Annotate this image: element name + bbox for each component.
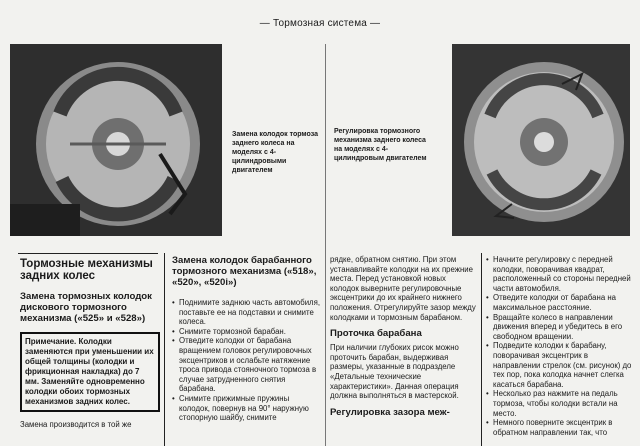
column-2 [172, 255, 320, 423]
install-text: рядке, обратном снятию. При этом устанавливайте колодки на их прежние места. Перед установкой новых колодок выверните регулировочные эксцентрики до их крайнего нижнего положения. Отрегулируйте зазор между колодками и тормозным барабаном. [330, 255, 476, 322]
column-divider-1 [164, 253, 165, 446]
right-brake-photo [452, 44, 630, 236]
list-item: • Отведите колодки от барабана на максимальное расстояние. [486, 293, 632, 312]
list-item: • Снимите прижимные пружины колодок, повернув на 90° наружную стопорную шайбу, снимите [172, 394, 320, 423]
drum-turning-text: При наличии глубоких рисок можно проточить барабан, выдерживая размеры, указанные в подразделе «Детальные технические характеристики». Данная операция должна выполняться в мастерской. [330, 343, 459, 401]
list-item: • Снимите тормозной барабан. [172, 327, 320, 337]
left-brake-photo [10, 44, 222, 236]
clearance-adjust-title: Регулировка зазора меж- [330, 406, 450, 418]
list-item: • Отведите колодки от барабана вращением головок регулировочных эксцентриков и ослабьте натяжение троса привода стояночного тормоза в случае затрудненного снятия барабана. [172, 336, 320, 394]
list-item: • Поднимите заднюю часть автомобиля, поставьте ее на подставки и снимите колеса. [172, 298, 320, 327]
drum-brake-left-image [10, 44, 222, 236]
column-3 [330, 255, 476, 418]
column-1 [20, 258, 160, 430]
drum-shoes-title: Замена колодок барабанного тормозного механизма («518», «520», «520i») [172, 255, 317, 288]
list-item: • Несколько раз нажмите на педаль тормоза, чтобы колодки встали на место. [486, 389, 632, 418]
drum-brake-right-image [452, 44, 630, 236]
rear-brakes-title: Тормозные механизмы задних колес [20, 258, 153, 282]
right-photo-caption: Регулировка тормозного механизма заднего колеса на моделях с 4-цилиндровым двигателем [334, 128, 427, 162]
drum-turning-title: Проточка барабана [330, 328, 422, 340]
column-divider-3 [481, 253, 482, 446]
column-divider-center [325, 44, 326, 446]
list-item: • Подведите колодки к барабану, поворачивая эксцентрик в направлении стрелок (см. рисунок) до тех пор, пока колодка начнет слегка касаться барабана. [486, 341, 632, 389]
disc-pads-subtitle: Замена тормозных колодок дискового тормозного механизма («525» и «528») [20, 291, 152, 324]
drum-shoes-steps [172, 298, 320, 423]
list-item: • Начните регулировку с передней колодки, поворачивая квадрат, расположенный со стороны передней части автомобиля. [486, 255, 632, 293]
list-item: • Немного поверните эксцентрик в обратном направлении так, что [486, 418, 632, 437]
section-header: — Тормозная система — [259, 18, 381, 29]
col1-top-rule [18, 253, 158, 254]
pad-wear-note: Примечание. Колодки заменяются при уменьшении их общей толщины (колодки и фрикционная накладка) до 7 мм. Заменяйте одновременно колодки обоих тормозных механизмов задних колес. [20, 332, 160, 412]
left-photo-caption: Замена колодок тормоза заднего колеса на моделях с 4-цилиндровыми двигателем [232, 131, 318, 174]
list-item: • Вращайте колесо в направлении движения вперед и убедитесь в его свободном вращении. [486, 313, 632, 342]
col1-trailing-text: Замена производится в той же [20, 420, 132, 429]
column-4 [486, 255, 632, 437]
adjustment-steps [486, 255, 632, 437]
